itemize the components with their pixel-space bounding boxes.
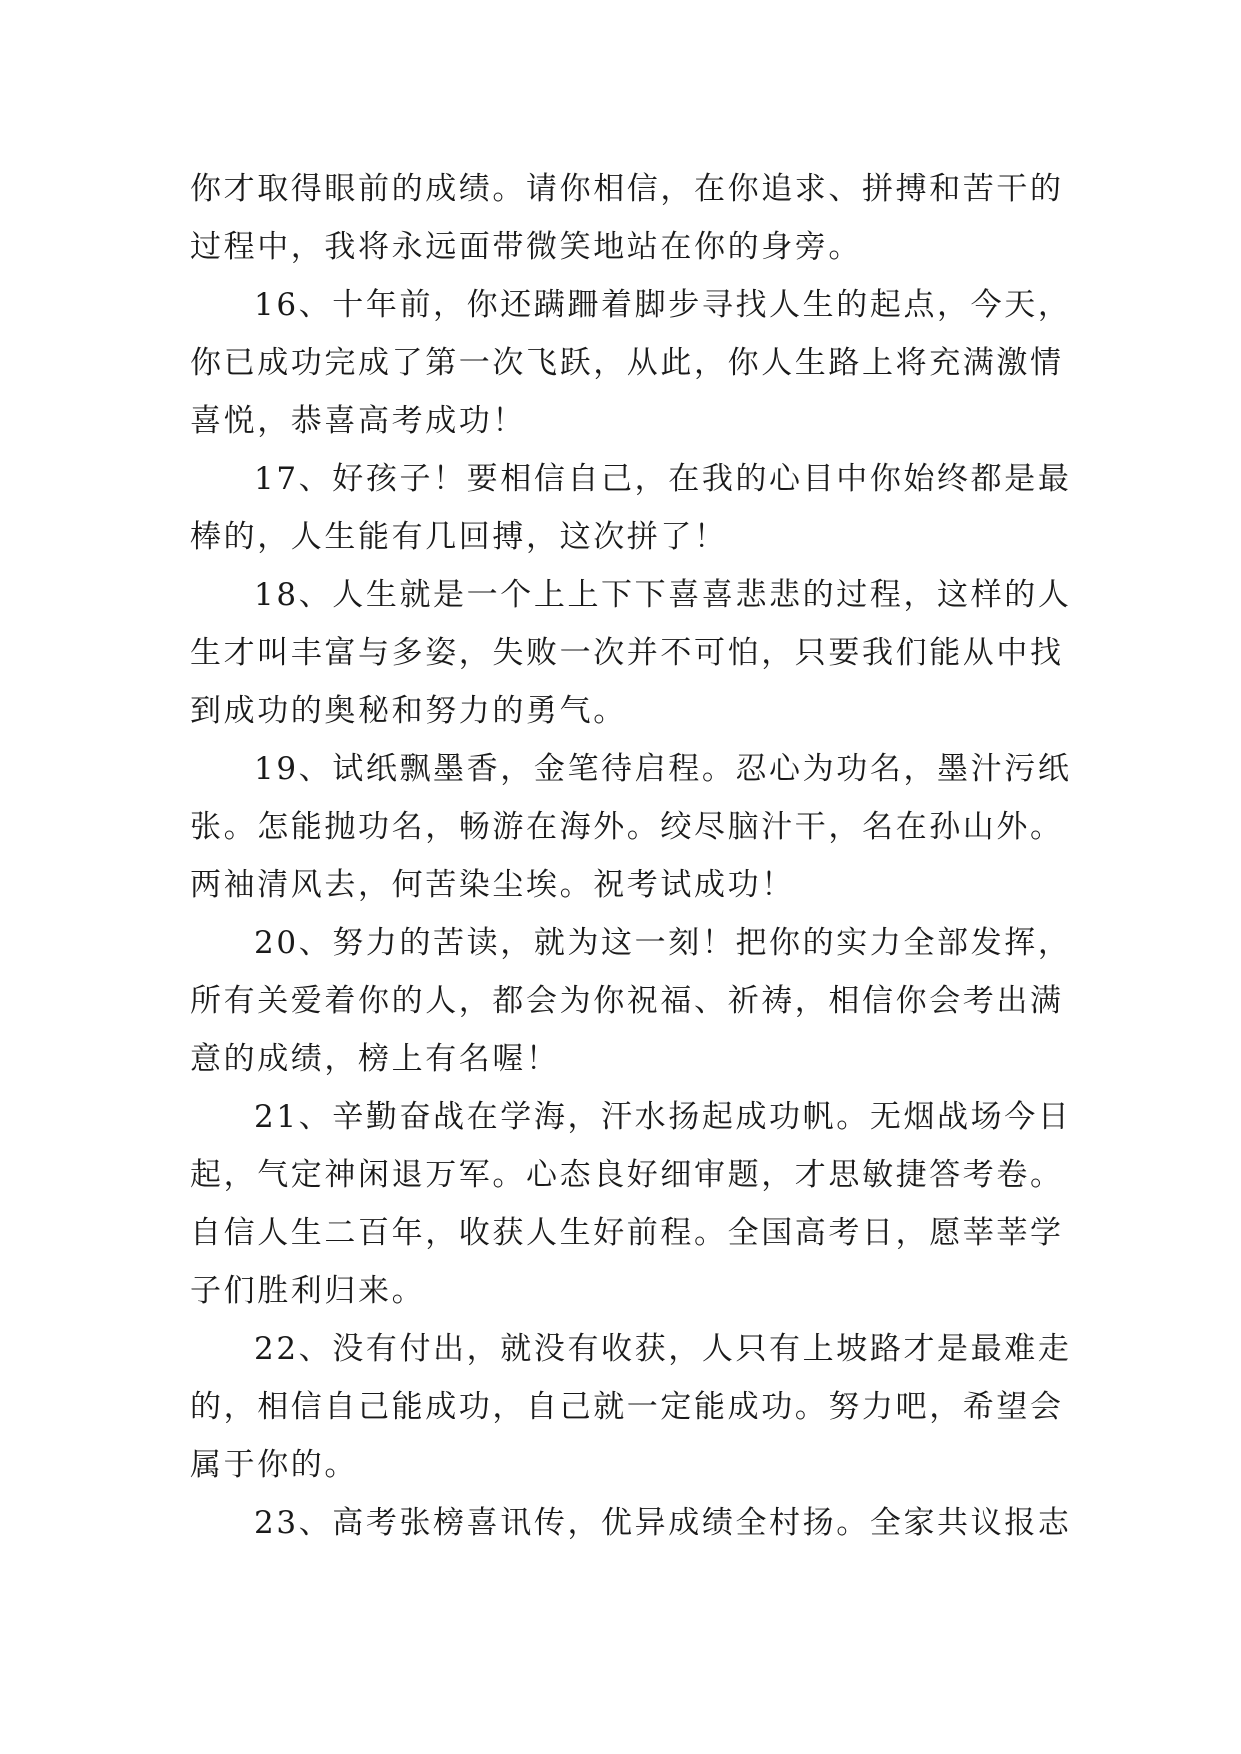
text-line: 生才叫丰富与多姿，失败一次并不可怕，只要我们能从中找 — [190, 635, 1064, 671]
text-line: 过程中，我将永远面带微笑地站在你的身旁。 — [190, 229, 862, 265]
text-line: 18、人生就是一个上上下下喜喜悲悲的过程，这样的人 — [254, 577, 1072, 613]
text-line: 你已成功完成了第一次飞跃，从此，你人生路上将充满激情 — [190, 345, 1064, 381]
document-body — [190, 160, 1072, 1552]
paragraph-23 — [190, 1494, 1072, 1552]
text-line: 23、高考张榜喜讯传，优异成绩全村扬。全家共议报志 — [254, 1505, 1072, 1541]
text-line: 张。怎能抛功名，畅游在海外。绞尽脑汁干，名在孙山外。 — [190, 809, 1064, 845]
text-line: 所有关爱着你的人，都会为你祝福、祈祷，相信你会考出满 — [190, 983, 1064, 1019]
text-line: 22、没有付出，就没有收获，人只有上坡路才是最难走 — [254, 1331, 1072, 1367]
text-line: 自信人生二百年，收获人生好前程。全国高考日，愿莘莘学 — [190, 1215, 1064, 1251]
paragraph-16 — [190, 276, 1072, 450]
text-line: 起，气定神闲退万军。心态良好细审题，才思敏捷答考卷。 — [190, 1157, 1064, 1193]
paragraph-19 — [190, 740, 1072, 914]
paragraph-20 — [190, 914, 1072, 1088]
text-line: 你才取得眼前的成绩。请你相信，在你追求、拼搏和苦干的 — [190, 171, 1064, 207]
text-line: 意的成绩，榜上有名喔！ — [190, 1041, 560, 1077]
paragraph-21 — [190, 1088, 1072, 1320]
text-line: 17、好孩子！要相信自己，在我的心目中你始终都是最 — [254, 461, 1072, 497]
text-line: 喜悦，恭喜高考成功！ — [190, 403, 526, 439]
text-line: 到成功的奥秘和努力的勇气。 — [190, 693, 627, 729]
paragraph-17 — [190, 450, 1072, 566]
text-line: 两袖清风去，何苦染尘埃。祝考试成功！ — [190, 867, 795, 903]
text-line: 棒的，人生能有几回搏，这次拼了！ — [190, 519, 728, 555]
text-line: 21、辛勤奋战在学海，汗水扬起成功帆。无烟战场今日 — [254, 1099, 1072, 1135]
text-line: 的，相信自己能成功，自己就一定能成功。努力吧，希望会 — [190, 1389, 1064, 1425]
text-line: 子们胜利归来。 — [190, 1273, 426, 1309]
paragraph-continuation — [190, 160, 1064, 276]
paragraph-22 — [190, 1320, 1072, 1494]
text-line: 属于你的。 — [190, 1447, 358, 1483]
text-line: 19、试纸飘墨香，金笔待启程。忍心为功名，墨汁污纸 — [254, 751, 1072, 787]
text-line: 20、努力的苦读，就为这一刻！把你的实力全部发挥， — [254, 925, 1072, 961]
text-line: 16、十年前，你还蹒跚着脚步寻找人生的起点，今天， — [254, 287, 1072, 323]
paragraph-18 — [190, 566, 1072, 740]
